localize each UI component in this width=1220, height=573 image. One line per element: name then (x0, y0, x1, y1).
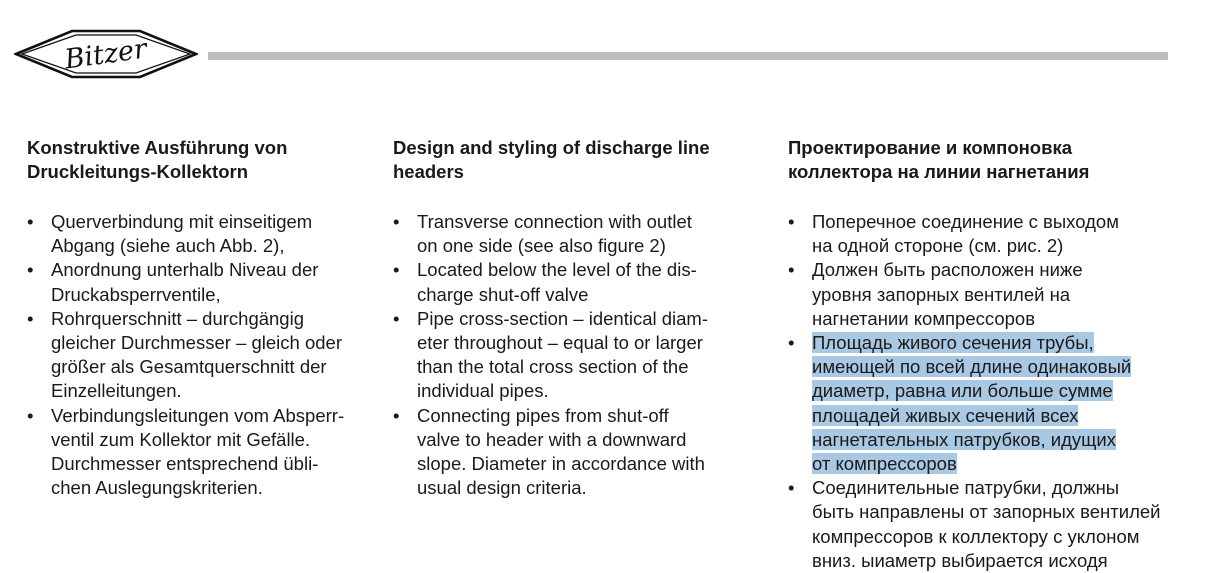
bullet-icon: • (27, 211, 34, 232)
list-item: • Verbindungsleitungen vom Absperr- ventil zum Kollektor mit Gefälle. Durchmesser entsprechend übli- chen Auslegungskriterien. (27, 404, 345, 499)
logo-wordmark: Bitzer (62, 33, 149, 76)
text-selection-highlight[interactable]: Площадь живого сечения трубы, имеющей по всей длине одинаковый диаметр, равна или больше сумме площадей живых сечений всех нагнетательных патрубков, идущих от компрессоров (812, 332, 1132, 475)
column-russian (788, 136, 1168, 573)
list-item-selected (788, 331, 1168, 476)
bullet-icon: • (393, 404, 400, 426)
list-item: • Transverse connection with outlet on one side (see also figure 2) (393, 211, 692, 257)
column-english (393, 136, 748, 500)
list-item: • Connecting pipes from shut-off valve to header with a downward slope. Diameter in accordance with usual design criteria. (393, 404, 705, 499)
list-item: • Должен быть расположен ниже уровня запорных вентилей на нагнетании компрессоров (788, 259, 1083, 329)
list-item: • Соединительные патрубки, должны быть направлены от запорных вентилей компрессоров к коллектору с уклоном вниз. ыиаметр выбирается исходя (788, 477, 1161, 571)
heading-german: Konstruktive Ausführung von Druckleitungs-Kollektorn (27, 137, 288, 182)
bullet-icon: • (788, 332, 795, 354)
bullet-icon: • (788, 477, 795, 499)
list-item: • Querverbindung mit einseitigem Abgang (siehe auch Abb. 2), (27, 211, 313, 257)
bullet-icon: • (393, 307, 400, 329)
list-item: • Pipe cross-section – identical diam- eter throughout – equal to or larger than the total cross section of the individual pipes. (393, 307, 708, 402)
bullet-icon: • (27, 259, 34, 281)
list-item: • Поперечное соединение с выходом на одной стороне (см. рис. 2) (788, 211, 1119, 257)
list-russian (788, 210, 1168, 573)
bullet-icon: • (788, 259, 795, 281)
heading-russian: Проектирование и компоновка коллектора на линии нагнетания (788, 137, 1090, 182)
bullet-icon: • (393, 211, 400, 232)
list-item: • Located below the level of the dis- charge shut-off valve (393, 259, 697, 305)
page-header (0, 0, 1220, 100)
bullet-icon: • (27, 307, 34, 329)
bullet-icon: • (27, 404, 34, 426)
bullet-icon: • (393, 259, 400, 281)
list-item: • Rohrquerschnitt – durchgängig gleicher Durchmesser – gleich oder größer als Gesamtquerschnitt der Einzelleitungen. (27, 307, 342, 402)
bullet-icon: • (788, 211, 795, 232)
column-german (27, 136, 377, 500)
header-rule (208, 52, 1168, 60)
list-german (27, 210, 377, 500)
bitzer-logo (14, 26, 198, 82)
heading-english: Design and styling of discharge line headers (393, 137, 710, 182)
list-english (393, 210, 748, 500)
list-item: • Anordnung unterhalb Niveau der Druckabsperrventile, (27, 259, 319, 305)
